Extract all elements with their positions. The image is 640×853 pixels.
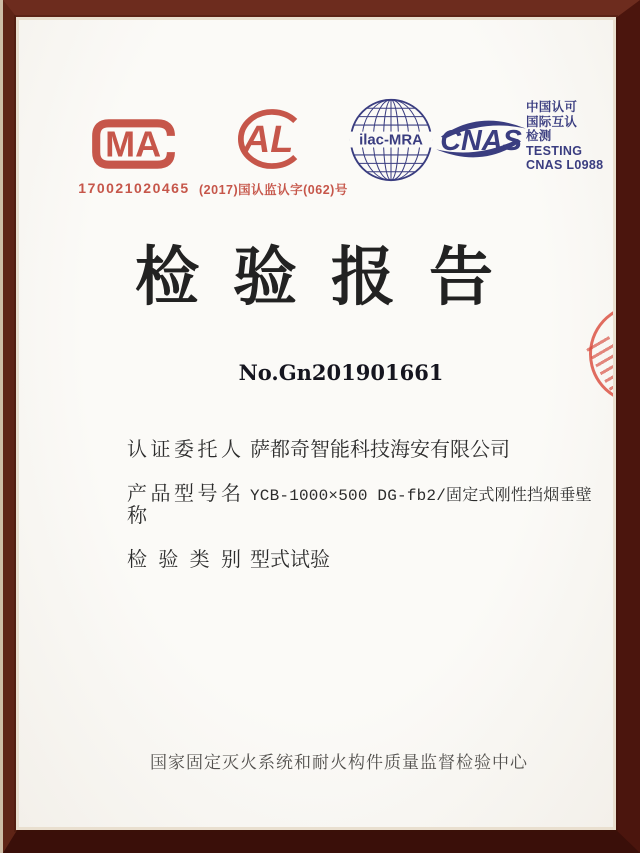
certificate-paper — [19, 20, 613, 827]
cal-mark-group — [199, 104, 348, 198]
picture-frame — [3, 0, 640, 853]
ilac-mra-label: ilac-MRA — [359, 131, 423, 149]
field-value-test-type: 型式试验 — [250, 547, 330, 571]
cma-letters: MA — [105, 123, 162, 165]
field-label-test-type: 检验类别 — [127, 547, 241, 571]
field-value-product-model: YCB-1000×500 DG-fb2/固定式刚性挡烟垂壁 — [250, 487, 592, 505]
cma-mark-group — [69, 116, 199, 196]
field-value-applicant: 萨都奇智能科技海安有限公司 — [250, 437, 510, 461]
accreditation-line-cn1: 中国认可 — [526, 100, 578, 114]
ilac-mra-group — [349, 94, 433, 190]
cma-logo-icon — [89, 116, 179, 172]
accreditation-line-cn2: 国际互认 — [526, 114, 578, 129]
field-row-product-model — [127, 482, 603, 526]
report-number: No.Gn201901661 — [238, 360, 444, 385]
field-row-applicant — [127, 438, 603, 460]
accreditation-line-en2: CNAS L0988 — [526, 158, 604, 172]
accreditation-line-en1: TESTING — [526, 143, 583, 158]
ilac-mra-logo-icon — [349, 94, 433, 186]
cal-approval-number: (2017)国认监认字(062)号 — [199, 183, 348, 197]
cnas-logo-icon — [433, 110, 529, 168]
report-title: 检验报告 — [135, 241, 527, 313]
cma-certificate-number: 170021020465 — [78, 180, 190, 196]
field-row-test-type — [127, 548, 603, 570]
certificate-fields — [127, 438, 603, 592]
issuing-organization: 国家固定灭火系统和耐火构件质量监督检验中心 — [150, 753, 528, 773]
accreditation-text — [526, 100, 613, 173]
cal-letters: AL — [243, 118, 294, 161]
cnas-mark-group — [433, 110, 529, 172]
field-label-applicant: 认证委托人 — [127, 437, 241, 461]
cnas-letters: CNAS — [440, 125, 522, 158]
cal-logo-icon — [228, 104, 310, 174]
field-label-product-model: 产品型号名称 — [127, 481, 241, 527]
accreditation-line-cn3: 检测 — [526, 129, 552, 143]
